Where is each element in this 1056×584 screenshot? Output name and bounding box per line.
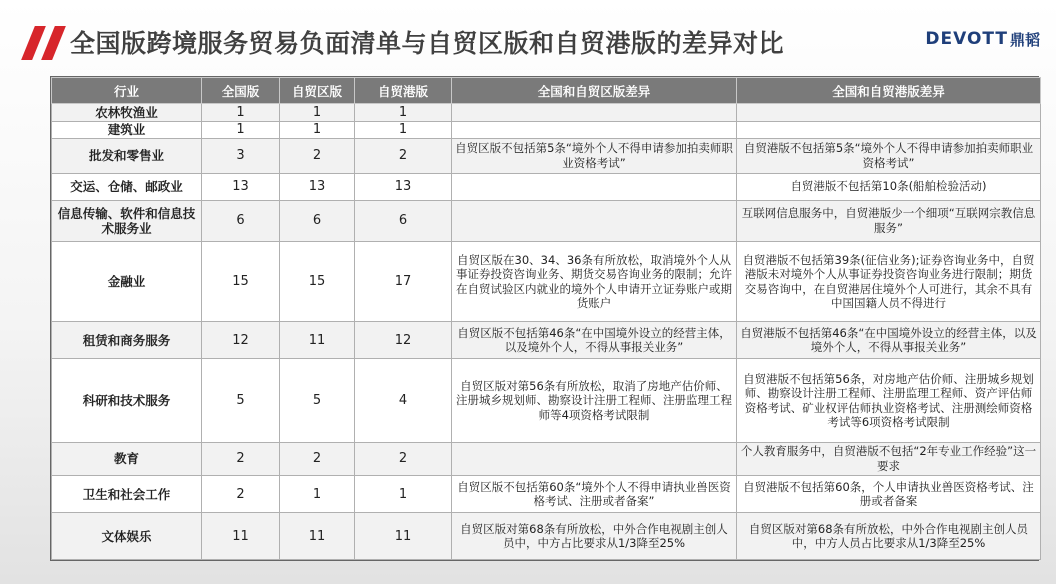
ftp-count-cell: 4 xyxy=(355,359,452,442)
ftz-count-cell: 13 xyxy=(280,173,355,200)
ftp-count-cell: 1 xyxy=(355,475,452,512)
diff-ftz-cell: 自贸区版不包括第5条“境外个人不得申请参加拍卖师职业资格考试” xyxy=(452,139,737,173)
industry-cell: 文体娱乐 xyxy=(52,513,202,560)
logo-text-cn: 鼎韬 xyxy=(1009,30,1040,49)
table-header-row xyxy=(52,78,1041,104)
ftp-count-cell: 2 xyxy=(355,442,452,475)
ftz-count-cell: 11 xyxy=(280,513,355,560)
title-accent-bars xyxy=(22,26,66,60)
diff-ftz-cell xyxy=(452,442,737,475)
ftz-count-cell: 1 xyxy=(280,475,355,512)
industry-cell: 农林牧渔业 xyxy=(52,104,202,122)
industry-cell: 信息传输、软件和信息技术服务业 xyxy=(52,200,202,242)
ftz-count-cell: 15 xyxy=(280,242,355,322)
diff-ftp-cell: 自贸港版不包括第46条“在中国境外设立的经营主体，以及境外个人，不得从事报关业务” xyxy=(737,322,1041,359)
industry-cell: 卫生和社会工作 xyxy=(52,475,202,512)
national-count-cell: 12 xyxy=(202,322,280,359)
national-count-cell: 11 xyxy=(202,513,280,560)
national-count-cell: 5 xyxy=(202,359,280,442)
ftp-count-cell: 1 xyxy=(355,104,452,122)
table-row xyxy=(52,242,1041,322)
ftp-count-cell: 17 xyxy=(355,242,452,322)
diff-ftp-cell: 自贸港版不包括第39条(征信业务);证券咨询业务中，自贸港版未对境外个人从事证券投资咨询业务进行限制；期货交易咨询中，在自贸港居住境外个人可进行，其余不具有中国国籍人员不得进行 xyxy=(737,242,1041,322)
national-count-cell: 6 xyxy=(202,200,280,242)
diff-ftz-cell: 自贸区版不包括第46条“在中国境外设立的经营主体，以及境外个人，不得从事报关业务” xyxy=(452,322,737,359)
table-row xyxy=(52,442,1041,475)
diff-ftz-cell: 自贸区版不包括第60条“境外个人不得申请执业兽医资格考试、注册或者备案” xyxy=(452,475,737,512)
industry-cell: 租赁和商务服务 xyxy=(52,322,202,359)
column-header-national: 全国版 xyxy=(202,78,280,104)
diff-ftz-cell xyxy=(452,173,737,200)
ftp-count-cell: 6 xyxy=(355,200,452,242)
diff-ftp-cell: 自贸港版不包括第5条“境外个人不得申请参加拍卖师职业资格考试” xyxy=(737,139,1041,173)
industry-cell: 金融业 xyxy=(52,242,202,322)
industry-cell: 批发和零售业 xyxy=(52,139,202,173)
diff-ftz-cell: 自贸区版在30、34、36条有所放松，取消境外个人从事证券投资咨询业务、期货交易咨询业务的限制；允许在自贸试验区内就业的境外个人申请开立证券账户或期货账户 xyxy=(452,242,737,322)
national-count-cell: 1 xyxy=(202,121,280,139)
table-row xyxy=(52,475,1041,512)
ftz-count-cell: 6 xyxy=(280,200,355,242)
diff-ftp-cell: 个人教育服务中，自贸港版不包括“2年专业工作经验”这一要求 xyxy=(737,442,1041,475)
diff-ftp-cell: 自贸港版不包括第10条(船舶检验活动) xyxy=(737,173,1041,200)
ftz-count-cell: 1 xyxy=(280,121,355,139)
table-row xyxy=(52,513,1041,560)
ftp-count-cell: 11 xyxy=(355,513,452,560)
logo-text-en: DEVOTT xyxy=(925,29,1008,49)
ftz-count-cell: 2 xyxy=(280,139,355,173)
table-row xyxy=(52,139,1041,173)
comparison-table-container xyxy=(50,76,1039,561)
national-count-cell: 3 xyxy=(202,139,280,173)
diff-ftz-cell xyxy=(452,104,737,122)
national-count-cell: 2 xyxy=(202,475,280,512)
column-header-industry: 行业 xyxy=(52,78,202,104)
diff-ftz-cell: 自贸区版对第68条有所放松，中外合作电视剧主创人员中，中方占比要求从1/3降至25% xyxy=(452,513,737,560)
column-header-ftp: 自贸港版 xyxy=(355,78,452,104)
table-row xyxy=(52,322,1041,359)
table-row xyxy=(52,359,1041,442)
table-row xyxy=(52,104,1041,122)
ftz-count-cell: 11 xyxy=(280,322,355,359)
diff-ftp-cell: 自贸港版不包括第56条，对房地产估价师、注册城乡规划师、勘察设计注册工程师、注册监理工程师、资产评估师资格考试、矿业权评估师执业资格考试、注册测绘师资格考试等6项资格考试限制 xyxy=(737,359,1041,442)
slide-header xyxy=(0,0,1056,80)
national-count-cell: 13 xyxy=(202,173,280,200)
column-header-diff-ftz: 全国和自贸区版差异 xyxy=(452,78,737,104)
ftz-count-cell: 2 xyxy=(280,442,355,475)
accent-bar xyxy=(41,26,66,60)
column-header-ftz: 自贸区版 xyxy=(280,78,355,104)
national-count-cell: 1 xyxy=(202,104,280,122)
table-row xyxy=(52,121,1041,139)
page-title: 全国版跨境服务贸易负面清单与自贸区版和自贸港版的差异对比 xyxy=(70,29,785,58)
diff-ftp-cell xyxy=(737,121,1041,139)
industry-cell: 科研和技术服务 xyxy=(52,359,202,442)
diff-ftp-cell: 自贸港版不包括第60条，个人申请执业兽医资格考试、注册或者备案 xyxy=(737,475,1041,512)
ftp-count-cell: 2 xyxy=(355,139,452,173)
table-row xyxy=(52,200,1041,242)
diff-ftz-cell xyxy=(452,121,737,139)
diff-ftp-cell: 互联网信息服务中，自贸港版少一个细项“互联网宗教信息服务” xyxy=(737,200,1041,242)
ftp-count-cell: 12 xyxy=(355,322,452,359)
national-count-cell: 15 xyxy=(202,242,280,322)
diff-ftp-cell: 自贸区版对第68条有所放松，中外合作电视剧主创人员中，中方人员占比要求从1/3降至25% xyxy=(737,513,1041,560)
ftp-count-cell: 1 xyxy=(355,121,452,139)
industry-cell: 交运、仓储、邮政业 xyxy=(52,173,202,200)
comparison-table xyxy=(51,77,1041,560)
ftz-count-cell: 5 xyxy=(280,359,355,442)
diff-ftp-cell xyxy=(737,104,1041,122)
ftz-count-cell: 1 xyxy=(280,104,355,122)
devott-logo xyxy=(925,27,1040,51)
ftp-count-cell: 13 xyxy=(355,173,452,200)
industry-cell: 教育 xyxy=(52,442,202,475)
diff-ftz-cell xyxy=(452,200,737,242)
diff-ftz-cell: 自贸区版对第56条有所放松，取消了房地产估价师、注册城乡规划师、勘察设计注册工程师、注册监理工程师等4项资格考试限制 xyxy=(452,359,737,442)
industry-cell: 建筑业 xyxy=(52,121,202,139)
national-count-cell: 2 xyxy=(202,442,280,475)
table-row xyxy=(52,173,1041,200)
column-header-diff-ftp: 全国和自贸港版差异 xyxy=(737,78,1041,104)
